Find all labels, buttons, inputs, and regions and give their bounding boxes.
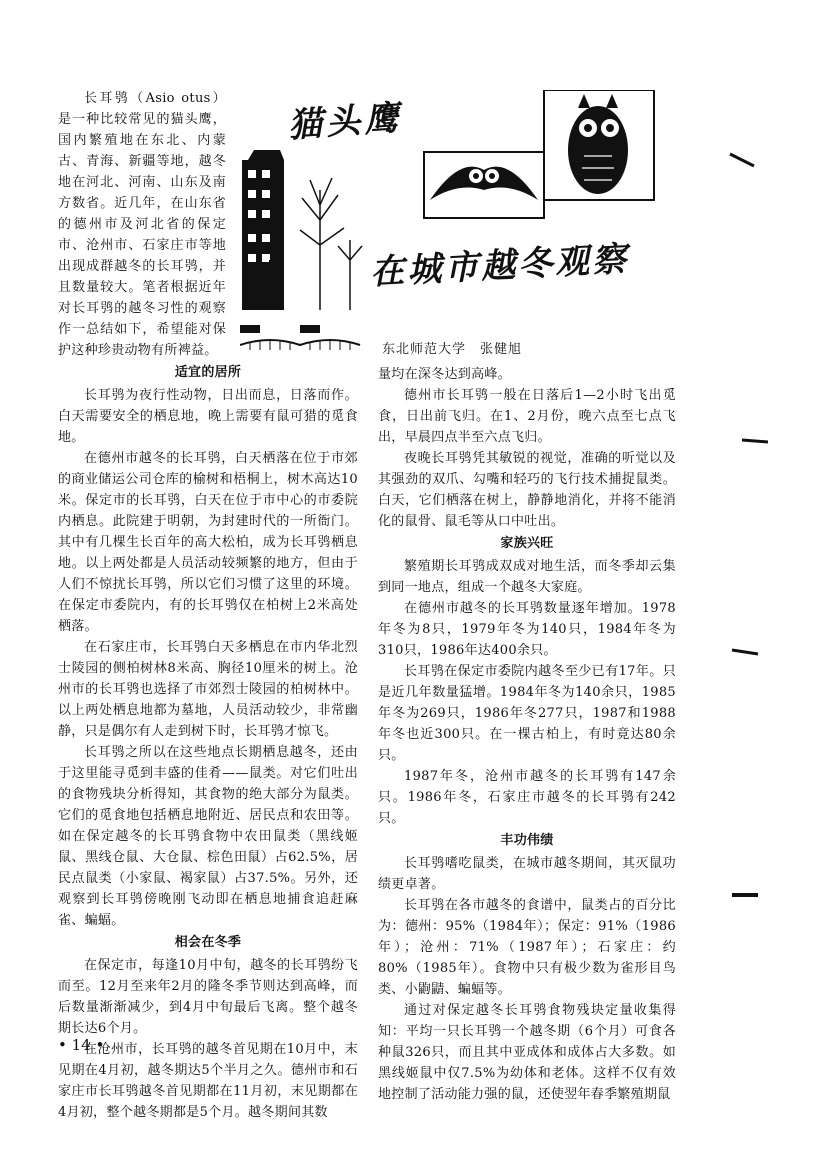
scan-mark	[728, 150, 758, 170]
scan-mark	[730, 640, 760, 660]
paragraph: 长耳鸮在各市越冬的食谱中，鼠类占的百分比为：德州：95%（1984年）；保定：91%（1986年）；沧州：71%（1987年）；石家庄：约80%（1985年）。食物中只有极少数为雀形目鸟类、小鼩鼱、蝙蝠等。	[378, 898, 676, 997]
paragraph: 长耳鸮在保定市委院内越冬至少已有17年。只是近几年数量猛增。1984年冬为140余只，1985年冬为269只，1986年冬277只，1987和1988年冬也近300只。在一棵古柏上，有时竟达80余只。	[378, 664, 676, 763]
scan-mark	[740, 430, 770, 450]
scan-mark	[730, 885, 760, 905]
owl-illustration	[420, 90, 660, 230]
paragraph: 繁殖期长耳鸮成双成对地生活，而冬季却云集到同一地点，组成一个越冬大家庭。	[378, 559, 676, 595]
paragraph: 在石家庄市，长耳鸮白天多栖息在市内华北烈士陵园的侧柏树林8米高、胸径10厘米的树上。沧州市的长耳鸮也选择了市郊烈士陵园的柏树林中。以上两处栖息地都为墓地，人员活动较少，非常幽静，只是偶尔有人走到树下时，长耳鸮才惊飞。	[58, 640, 358, 739]
article-column-right	[378, 364, 676, 1105]
paragraph: 在德州市越冬的长耳鸮数量逐年增加。1978年冬为8只，1979年冬为140只，1984年冬为310只，1986年达400余只。	[378, 601, 676, 658]
paragraph: 在德州市越冬的长耳鸮，白天栖落在位于市郊的商业储运公司仓库的榆树和梧桐上，树木高达10米。保定市的长耳鸮，白天在位于市中心的市委院内栖息。此院建于明朝，为封建时代的一所衙门。其中有几棵生长百年的高大松柏，成为长耳鸮栖息地。以上两处都是人员活动较频繁的地方，但由于人们不惊扰长耳鸮，所以它们习惯了这里的环境。在保定市委院内，有的长耳鸮仅在柏树上2米高处栖落。	[58, 451, 358, 634]
article-column-left	[58, 88, 358, 1123]
section-heading-family: 家族兴旺	[500, 536, 554, 551]
page-number: • 14 •	[58, 1036, 105, 1054]
intro-paragraph: 长耳鸮（Asio otus）是一种比较常见的猫头鹰，国内繁殖地在东北、内蒙古、青海、新疆等地，越冬地在河北、河南、山东及南方数省。近几年，在山东省的德州市及河北省的保定市、沧州市、石家庄市等地出现成群越冬的长耳鸮，并且数量较大。笔者根据近年对长耳鸮的越冬习性的观察作一总结如下，希望能对保护这种珍贵动物有所裨益。	[58, 91, 226, 358]
paragraph: 长耳鸮为夜行性动物，日出而息，日落而作。白天需要安全的栖息地，晚上需要有鼠可猎的觅食地。	[58, 388, 358, 445]
paragraph: 夜晚长耳鸮凭其敏锐的视觉，准确的听觉以及其强劲的双爪、勾嘴和轻巧的飞行技术捕捉鼠类。白天，它们栖落在树上，静静地消化，并将不能消化的鼠骨、鼠毛等从口中吐出。	[378, 451, 676, 529]
paragraph: 长耳鸮嗜吃鼠类，在城市越冬期间，其灭鼠功绩更卓著。	[378, 856, 676, 892]
article-title-line2: 在城市越冬观察	[369, 239, 631, 293]
paragraph: 在沧州市，长耳鸮的越冬首见期在10月中，末见期在4月初，越冬期达5个半月之久。德州市和石家庄市长耳鸮越冬首见期都在11月初，末见期都在4月初，整个越冬期都是5个月。越冬期间其数	[58, 1042, 358, 1120]
paragraph: 长耳鸮之所以在这些地点长期栖息越冬，还由于这里能寻觅到丰盛的佳肴——鼠类。对它们吐出的食物残块分析得知，其食物的绝大部分为鼠类。它们的觅食地包括栖息地附近、居民点和农田等。如在保定越冬的长耳鸮食物中农田鼠类（黑线姬鼠、黑线仓鼠、大仓鼠、棕色田鼠）占62.5%，居民点鼠类（小家鼠、褐家鼠）占37.5%。另外，还观察到长耳鸮傍晚刚飞动即在栖息地捕食追赶麻雀、蝙蝠。	[58, 745, 358, 928]
author-byline: 东北师范大学 张健旭	[382, 342, 523, 357]
section-heading-contribution: 丰功伟绩	[500, 833, 554, 848]
paragraph: 德州市长耳鸮一般在日落后1—2小时飞出觅食，日出前飞归。在1、2月份，晚六点至七点飞出，早晨四点半至六点飞归。	[378, 388, 676, 445]
paragraph: 在保定市，每逢10月中旬，越冬的长耳鸮纷飞而至。12月至来年2月的隆冬季节则达到高峰，而后数量渐渐减少，到4月中旬最后飞离。整个越冬期长达6个月。	[58, 958, 358, 1036]
paragraph: 量均在深冬达到高峰。	[378, 367, 512, 382]
section-heading-winter: 相会在冬季	[174, 935, 242, 950]
section-heading-habitat: 适宜的居所	[174, 365, 242, 380]
article-title-line1: 猫头鹰	[286, 98, 404, 146]
paragraph: 1987年冬，沧州市越冬的长耳鸮有147余只。1986年冬，石家庄市越冬的长耳鸮有242只。	[378, 769, 676, 826]
paragraph: 通过对保定越冬长耳鸮食物残块定量收集得知：平均一只长耳鸮一个越冬期（6个月）可食各种鼠326只，而且其中亚成体和成体占大多数。如黑线姬鼠中仅7.5%为幼体和老体。这样不仅有效地控制了活动能力强的鼠，还使翌年春季繁殖期鼠	[378, 1003, 676, 1102]
